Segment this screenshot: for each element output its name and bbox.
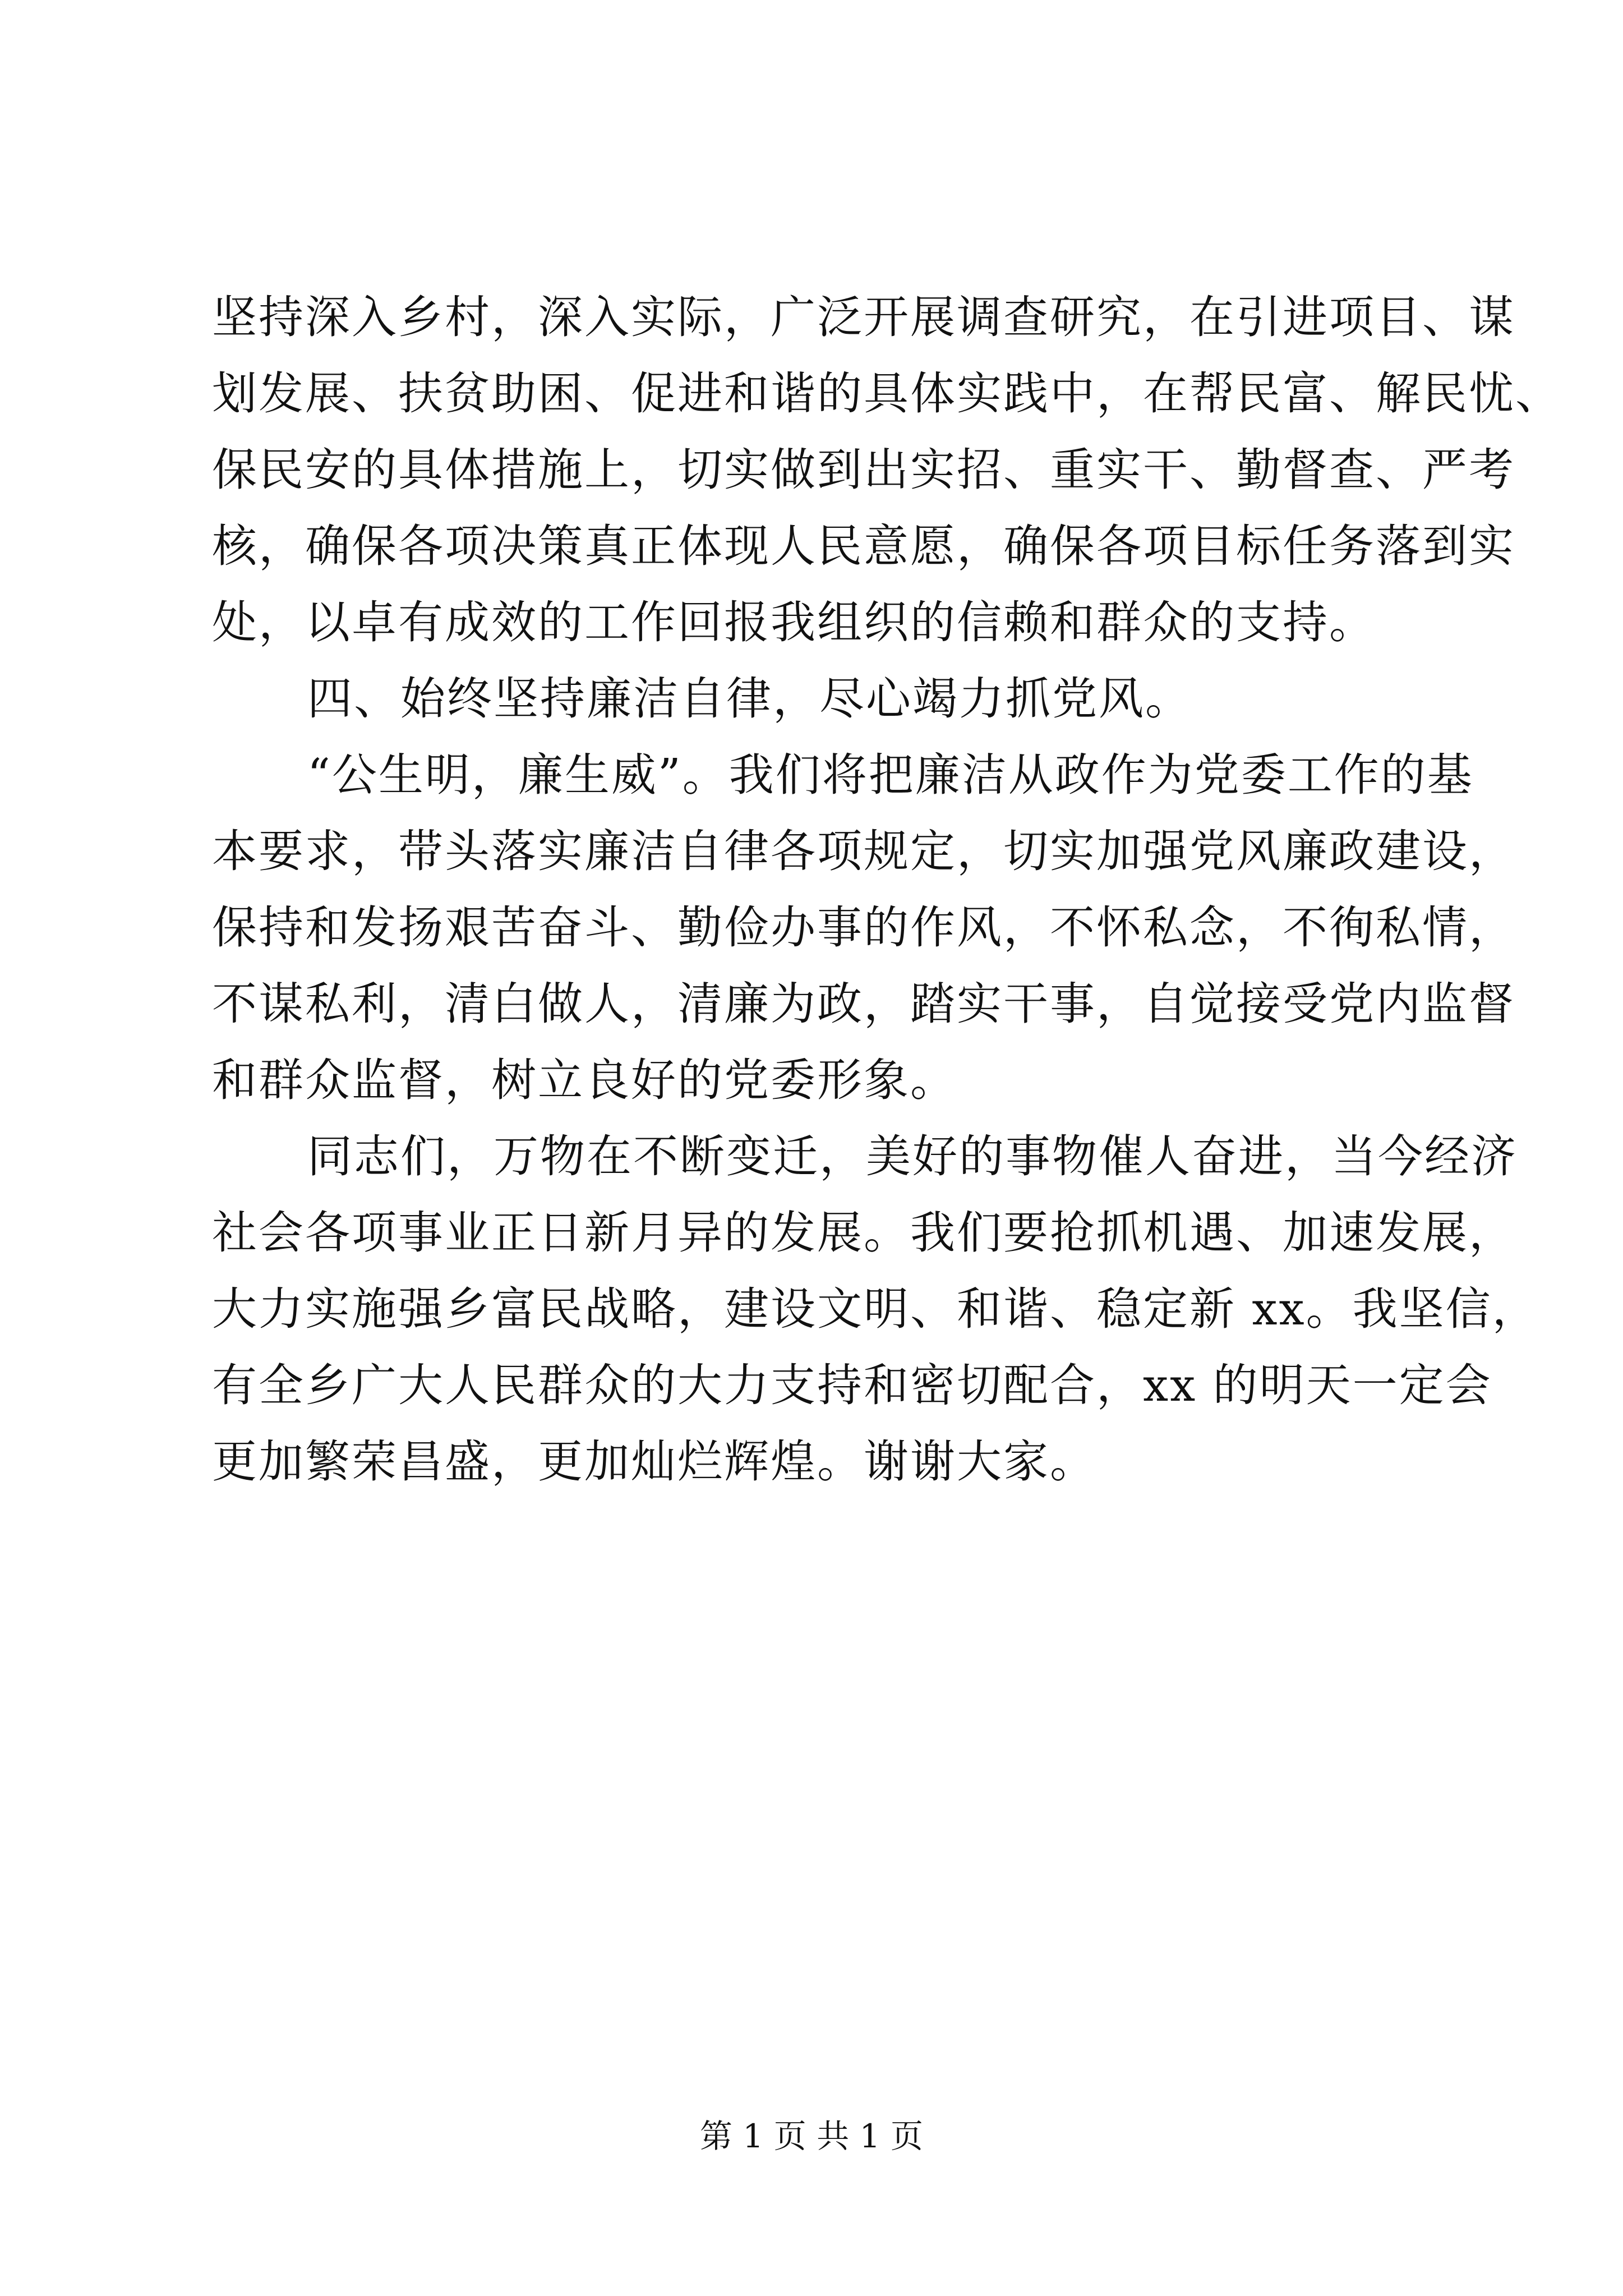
text-line: 处，以卓有成效的工作回报我组织的信赖和群众的支持。 — [212, 596, 1376, 648]
text-line: 社会各项事业正日新月异的发展。我们要抢抓机遇、加速发展， — [212, 1207, 1515, 1259]
text-line: 不谋私利，清白做人，清廉为政，踏实干事，自觉接受党内监督 — [212, 978, 1515, 1030]
text-line: 核，确保各项决策真正体现人民意愿，确保各项目标任务落到实 — [212, 520, 1515, 572]
text-line: 本要求，带头落实廉洁自律各项规定，切实加强党风廉政建设， — [212, 825, 1515, 877]
page-footer: 第 1 页 共 1 页 — [700, 2117, 923, 2155]
text-line: 保民安的具体措施上，切实做到出实招、重实干、勤督查、严考 — [212, 444, 1515, 496]
text-line: 大力实施强乡富民战略，建设文明、和谐、稳定新 xx。我坚信， — [212, 1283, 1539, 1335]
text-line: 同志们，万物在不断变迁，美好的事物催人奋进，当今经济 — [307, 1130, 1518, 1182]
text-line: 和群众监督，树立良好的党委形象。 — [212, 1054, 957, 1106]
text-line: “公生明，廉生威”。我们将把廉洁从政作为党委工作的基 — [307, 749, 1474, 801]
text-line: 保持和发扬艰苦奋斗、勤俭办事的作风，不怀私念，不徇私情， — [212, 901, 1515, 954]
text-line: 坚持深入乡村，深入实际，广泛开展调查研究，在引进项目、谋 — [212, 291, 1515, 343]
document-body — [212, 279, 1562, 1500]
text-line: 更加繁荣昌盛，更加灿烂辉煌。谢谢大家。 — [212, 1435, 1096, 1488]
text-line: 划发展、扶贫助困、促进和谐的具体实践中，在帮民富、解民忧、 — [212, 367, 1562, 420]
text-line: 有全乡广大人民群众的大力支持和密切配合，xx 的明天一定会 — [212, 1359, 1492, 1411]
section-heading: 四、始终坚持廉洁自律，尽心竭力抓党风。 — [307, 673, 1192, 725]
